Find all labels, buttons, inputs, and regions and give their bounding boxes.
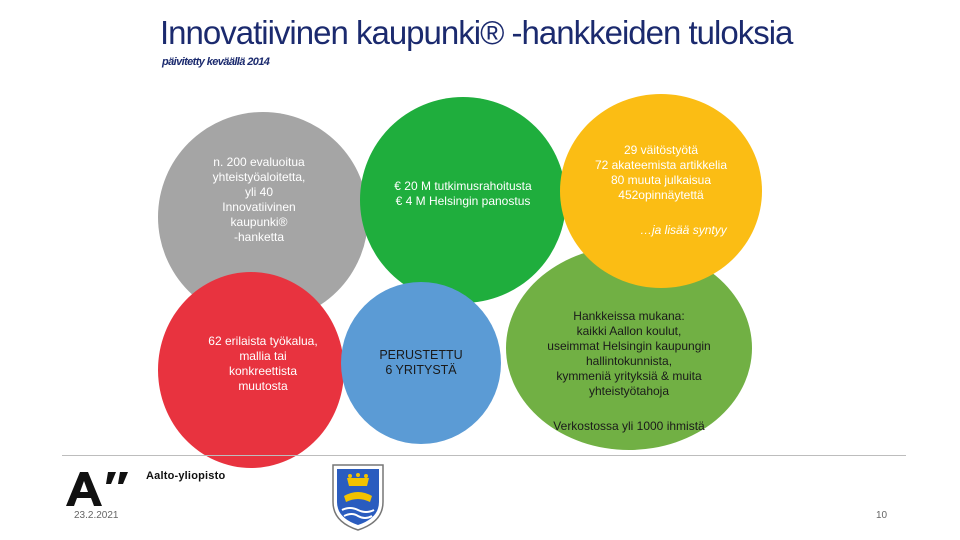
circle-participants-network: Verkostossa yli 1000 ihmistä (553, 419, 705, 433)
circle-publications (560, 94, 762, 288)
circle-projects-text: n. 200 evaluoitua yhteistyöaloitetta, yli 40 Innovatiivinen kaupunki® -hanketta (212, 155, 306, 244)
slide-date: 23.2.2021 (74, 510, 119, 521)
slide-subtitle: päivitetty keväällä 2014 (162, 56, 270, 68)
slide-title: Innovatiivinen kaupunki® -hankkeiden tuloksia (160, 14, 793, 51)
footer-divider (62, 455, 906, 456)
circle-tools-text: 62 erilaista työkalua, mallia tai konkreettista muutosta (208, 334, 318, 393)
circle-companies-text: PERUSTETTU 6 YRITYSTÄ (379, 348, 463, 377)
circle-publications-note: …ja lisää syntyy (640, 223, 727, 237)
helsinki-crest-icon (330, 462, 386, 532)
circle-funding-text: € 20 M tutkimusrahoitusta € 4 M Helsingin panostus (394, 179, 532, 208)
aalto-logo-text: Aalto-yliopisto (146, 470, 226, 482)
circle-funding (360, 97, 566, 303)
circle-companies (341, 282, 501, 444)
circle-publications-text: 29 väitöstyötä 72 akateemista artikkelia 80 muuta julkaisua 452opinnäytettä (594, 143, 728, 202)
circle-participants-text: Hankkeissa mukana: kaikki Aallon koulut, useimmat Helsingin kaupungin hallintokunnista, kymmeniä yrityksiä & muita yhteistyötahoja (547, 309, 711, 398)
aalto-logo-icon (64, 468, 136, 508)
circle-tools (158, 272, 344, 468)
page-number: 10 (876, 510, 888, 521)
